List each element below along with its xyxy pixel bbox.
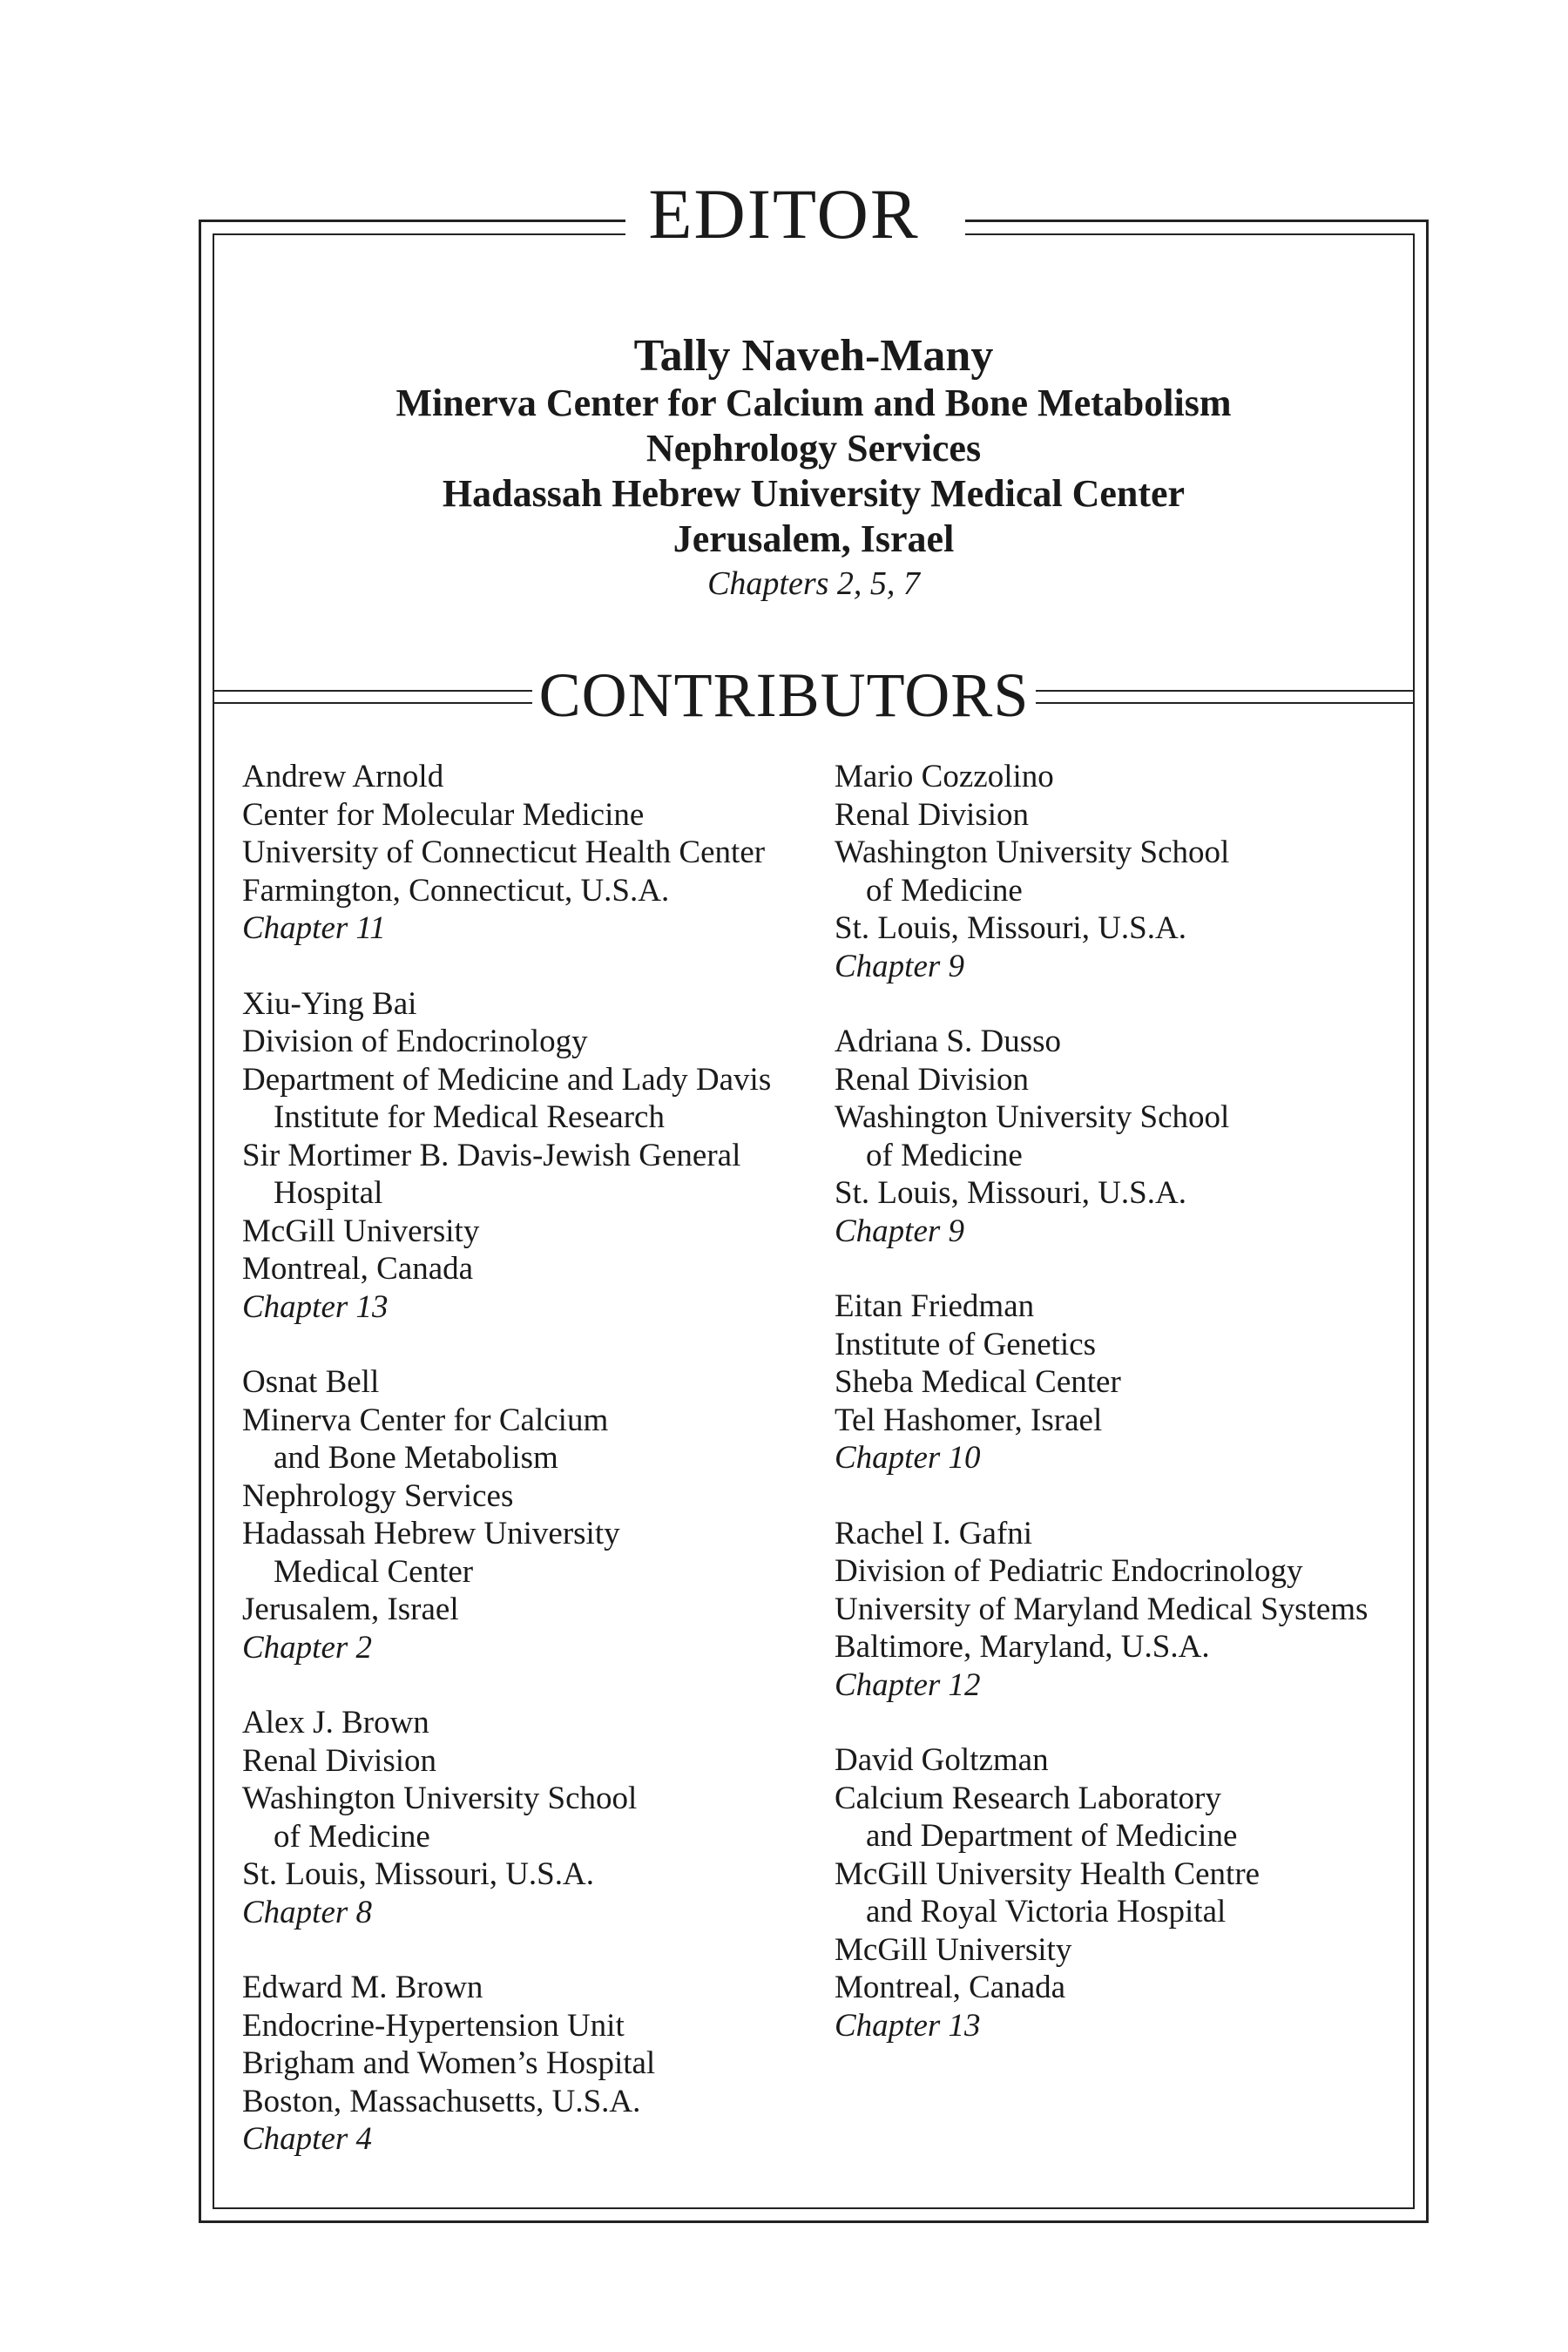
contributor-affiliation-line: Jerusalem, Israel [242, 1592, 459, 1627]
contributors-left-column [242, 758, 835, 2196]
contributor-entry [835, 1515, 1401, 1705]
contributor-affiliation-line: University of Connecticut Health Center [242, 835, 766, 870]
contributor-chapter: Chapter 4 [242, 2121, 373, 2157]
contributor-affiliation-line: Renal Division [835, 796, 1030, 833]
editor-heading [0, 174, 1568, 253]
contributor-entry [242, 1704, 835, 1931]
contributor-affiliation-line: Institute for Medical Research [274, 1099, 665, 1135]
contributor-affiliation-line: Hadassah Hebrew University [242, 1516, 620, 1551]
contributor-affiliation-line: St. Louis, Missouri, U.S.A. [242, 1856, 594, 1892]
contributor-affiliation-line: Institute of Genetics [835, 1326, 1097, 1362]
contributor-affiliation-line: Montreal, Canada [242, 1251, 474, 1287]
contributor-affiliation-line: University of Maryland Medical Systems [835, 1591, 1369, 1627]
contributor-affiliation-line: Baltimore, Maryland, U.S.A. [835, 1629, 1210, 1665]
contributor-name: Alex J. Brown [242, 1705, 429, 1740]
editor-affiliation-line: Hadassah Hebrew University Medical Center [442, 472, 1186, 516]
contributor-affiliation-line: Calcium Research Laboratory [835, 1780, 1221, 1816]
contributor-chapter: Chapter 10 [835, 1440, 981, 1476]
contributor-entry [242, 1969, 835, 2159]
contributor-chapter: Chapter 13 [242, 1288, 389, 1325]
editor-affiliation-line: Minerva Center for Calcium and Bone Metabolism [395, 382, 1232, 425]
contributors-heading-text: CONTRIBUTORS [532, 660, 1037, 730]
contributor-chapter: Chapter 9 [835, 1213, 965, 1249]
contributor-name: Andrew Arnold [242, 759, 444, 794]
editor-name: Tally Naveh-Many [633, 331, 994, 381]
contributor-name: David Goltzman [835, 1742, 1049, 1778]
contributor-entry [835, 1741, 1401, 2044]
contributor-affiliation-line: Division of Pediatric Endocrinology [835, 1553, 1303, 1589]
contributor-affiliation-line: Renal Division [242, 1742, 437, 1779]
contributor-affiliation-line: Nephrology Services [242, 1477, 514, 1514]
contributor-affiliation-line: McGill University [835, 1931, 1072, 1968]
contributor-chapter: Chapter 13 [835, 2007, 981, 2044]
contributor-affiliation-line: Farmington, Connecticut, U.S.A. [242, 872, 670, 909]
contributors-right-column [835, 758, 1401, 2196]
contributor-name: Edward M. Brown [242, 1970, 483, 2005]
contributor-affiliation-line: Renal Division [835, 1061, 1030, 1098]
contributor-name: Rachel I. Gafni [835, 1515, 1033, 1551]
contributor-affiliation-line: and Royal Victoria Hospital [866, 1894, 1227, 1930]
contributor-affiliation-line: Department of Medicine and Lady Davis [242, 1061, 772, 1098]
contributor-affiliation-line: Boston, Massachusetts, U.S.A. [242, 2083, 641, 2119]
contributors-columns [242, 758, 1401, 2196]
contributor-affiliation-line: of Medicine [866, 1137, 1023, 1173]
contributor-affiliation-line: Hospital [274, 1175, 383, 1211]
contributor-affiliation-line: and Department of Medicine [866, 1818, 1238, 1854]
contributor-affiliation-line: Washington University School [242, 1781, 638, 1816]
contributor-affiliation-line: McGill University [242, 1213, 480, 1249]
contributor-chapter: Chapter 12 [835, 1666, 981, 1703]
contributor-affiliation-line: Washington University School [835, 835, 1230, 870]
contributor-affiliation-line: McGill University Health Centre [835, 1855, 1260, 1892]
contributor-entry [835, 1288, 1401, 1477]
contributor-name: Adriana S. Dusso [835, 1024, 1062, 1059]
contributor-affiliation-line: St. Louis, Missouri, U.S.A. [835, 1175, 1186, 1211]
contributor-affiliation-line: Medical Center [274, 1553, 474, 1590]
contributor-affiliation-line: Sheba Medical Center [835, 1364, 1121, 1400]
contributor-chapter: Chapter 9 [835, 948, 965, 984]
contributors-heading [0, 660, 1568, 730]
contributor-name: Xiu-Ying Bai [242, 985, 417, 1022]
editor-block [213, 331, 1415, 605]
editor-affiliation-line: Nephrology Services [645, 427, 982, 470]
editor-heading-text: EDITOR [625, 174, 942, 253]
contributor-affiliation-line: St. Louis, Missouri, U.S.A. [835, 910, 1186, 946]
contributor-affiliation-line: Montreal, Canada [835, 1970, 1066, 2005]
contributor-name: Mario Cozzolino [835, 759, 1054, 794]
contributor-affiliation-line: Brigham and Women’s Hospital [242, 2045, 656, 2081]
contributor-entry [242, 1363, 835, 1666]
contributor-affiliation-line: and Bone Metabolism [274, 1440, 558, 1476]
contributor-affiliation-line: Tel Hashomer, Israel [835, 1402, 1103, 1438]
contributor-affiliation-line: of Medicine [866, 872, 1023, 909]
contributor-entry [835, 1023, 1401, 1250]
contributor-affiliation-line: Division of Endocrinology [242, 1024, 588, 1059]
contributor-affiliation-line: of Medicine [274, 1818, 430, 1855]
contributor-affiliation-line: Center for Molecular Medicine [242, 796, 645, 833]
contributor-affiliation-line: Minerva Center for Calcium [242, 1402, 609, 1438]
contributor-affiliation-line: Endocrine-Hypertension Unit [242, 2007, 625, 2044]
contributor-name: Eitan Friedman [835, 1288, 1035, 1324]
contributor-entry [242, 758, 835, 948]
contributor-affiliation-line: Washington University School [835, 1099, 1230, 1135]
editor-affiliation-line: Jerusalem, Israel [672, 517, 955, 561]
contributor-chapter: Chapter 2 [242, 1629, 373, 1666]
contributor-entry [242, 985, 835, 1327]
contributor-name: Osnat Bell [242, 1364, 380, 1400]
contributor-chapter: Chapter 11 [242, 910, 386, 946]
contributor-entry [835, 758, 1401, 985]
editor-chapters: Chapters 2, 5, 7 [707, 565, 920, 603]
contributor-affiliation-line: Sir Mortimer B. Davis-Jewish General [242, 1137, 741, 1173]
contributor-chapter: Chapter 8 [242, 1894, 373, 1930]
